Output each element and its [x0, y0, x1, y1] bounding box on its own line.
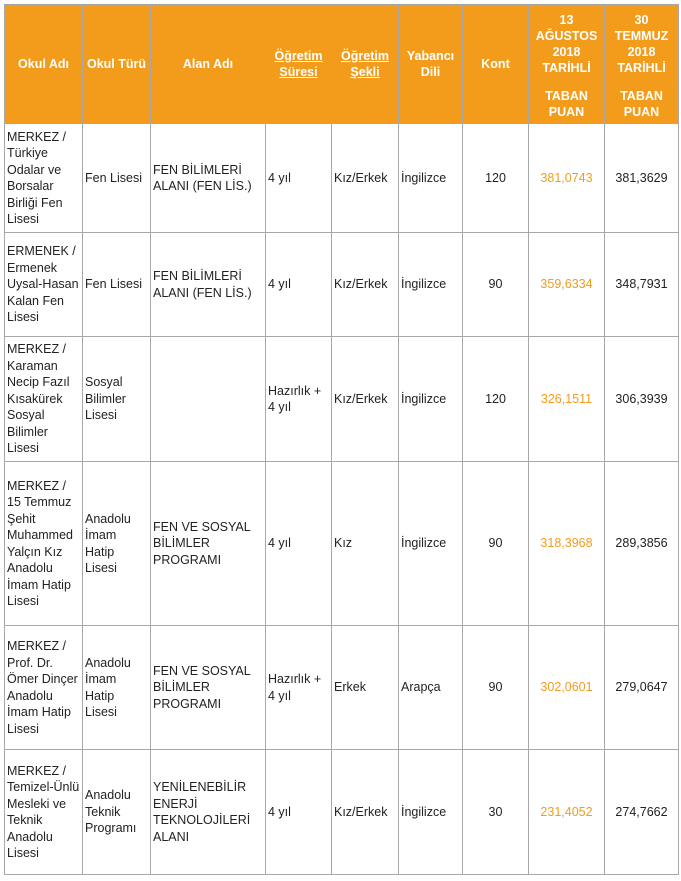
cell-kont: 90 — [463, 233, 529, 337]
cell-okul-turu: Anadolu İmam Hatip Lisesi — [83, 462, 151, 626]
cell-yabanci-dili: İngilizce — [399, 337, 463, 462]
cell-taban-puan-jul: 348,7931 — [605, 233, 679, 337]
table-row — [5, 124, 679, 233]
cell-alan-adi: FEN VE SOSYAL BİLİMLER PROGRAMI — [151, 626, 266, 750]
cell-ogretim-suresi: 4 yıl — [266, 233, 332, 337]
cell-okul-turu: Sosyal Bilimler Lisesi — [83, 337, 151, 462]
table-row — [5, 626, 679, 750]
cell-yabanci-dili: İngilizce — [399, 462, 463, 626]
header-alan-adi: Alan Adı — [151, 5, 266, 124]
header-okul-turu: Okul Türü — [83, 5, 151, 124]
cell-alan-adi: FEN VE SOSYAL BİLİMLER PROGRAMI — [151, 462, 266, 626]
cell-taban-puan-jul: 274,7662 — [605, 750, 679, 875]
cell-taban-puan-jul: 306,3939 — [605, 337, 679, 462]
cell-kont: 30 — [463, 750, 529, 875]
table-row — [5, 750, 679, 875]
header-ogretim-suresi: Öğretim Süresi — [266, 5, 332, 124]
cell-taban-puan-aug: 326,1511 — [529, 337, 605, 462]
cell-taban-puan-jul: 289,3856 — [605, 462, 679, 626]
cell-taban-puan-jul: 381,3629 — [605, 124, 679, 233]
cell-taban-puan-aug: 302,0601 — [529, 626, 605, 750]
cell-ogretim-sekli: Kız — [332, 462, 399, 626]
cell-kont: 90 — [463, 626, 529, 750]
cell-ogretim-suresi: Hazırlık + 4 yıl — [266, 337, 332, 462]
cell-ogretim-sekli: Erkek — [332, 626, 399, 750]
cell-ogretim-suresi: 4 yıl — [266, 462, 332, 626]
cell-yabanci-dili: İngilizce — [399, 233, 463, 337]
cell-okul-adi: MERKEZ / 15 Temmuz Şehit Muhammed Yalçın Kız Anadolu İmam Hatip Lisesi — [5, 462, 83, 626]
cell-okul-turu: Anadolu Teknik Programı — [83, 750, 151, 875]
header-date-jul: 30 TEMMUZ 2018 TARİHLİ — [605, 5, 679, 84]
school-scores-table — [4, 4, 679, 875]
header-taban-puan-jul: TABAN PUAN — [605, 84, 679, 124]
cell-okul-adi: MERKEZ / Prof. Dr. Ömer Dinçer Anadolu İmam Hatip Lisesi — [5, 626, 83, 750]
cell-alan-adi — [151, 337, 266, 462]
header-ogretim-sekli: Öğretim Şekli — [332, 5, 399, 124]
cell-ogretim-sekli: Kız/Erkek — [332, 750, 399, 875]
cell-okul-turu: Fen Lisesi — [83, 124, 151, 233]
cell-kont: 120 — [463, 124, 529, 233]
table-row — [5, 462, 679, 626]
cell-ogretim-suresi: Hazırlık + 4 yıl — [266, 626, 332, 750]
cell-ogretim-suresi: 4 yıl — [266, 124, 332, 233]
cell-ogretim-sekli: Kız/Erkek — [332, 233, 399, 337]
cell-taban-puan-aug: 359,6334 — [529, 233, 605, 337]
cell-ogretim-suresi: 4 yıl — [266, 750, 332, 875]
cell-taban-puan-aug: 318,3968 — [529, 462, 605, 626]
cell-taban-puan-aug: 231,4052 — [529, 750, 605, 875]
header-yabanci-dili: Yabancı Dili — [399, 5, 463, 124]
cell-taban-puan-aug: 381,0743 — [529, 124, 605, 233]
cell-alan-adi: FEN BİLİMLERİ ALANI (FEN LİS.) — [151, 124, 266, 233]
header-date-aug: 13 AĞUSTOS 2018 TARİHLİ — [529, 5, 605, 84]
cell-okul-adi: MERKEZ / Temizel-Ünlü Mesleki ve Teknik Anadolu Lisesi — [5, 750, 83, 875]
cell-kont: 120 — [463, 337, 529, 462]
header-okul-adi: Okul Adı — [5, 5, 83, 124]
cell-kont: 90 — [463, 462, 529, 626]
table-row — [5, 233, 679, 337]
table-row — [5, 337, 679, 462]
header-taban-puan-aug: TABAN PUAN — [529, 84, 605, 124]
cell-taban-puan-jul: 279,0647 — [605, 626, 679, 750]
cell-yabanci-dili: Arapça — [399, 626, 463, 750]
cell-okul-turu: Anadolu İmam Hatip Lisesi — [83, 626, 151, 750]
cell-okul-turu: Fen Lisesi — [83, 233, 151, 337]
cell-okul-adi: ERMENEK / Ermenek Uysal-Hasan Kalan Fen Lisesi — [5, 233, 83, 337]
cell-ogretim-sekli: Kız/Erkek — [332, 337, 399, 462]
cell-alan-adi: YENİLENEBİLİR ENERJİ TEKNOLOJİLERİ ALANI — [151, 750, 266, 875]
cell-yabanci-dili: İngilizce — [399, 750, 463, 875]
cell-yabanci-dili: İngilizce — [399, 124, 463, 233]
cell-alan-adi: FEN BİLİMLERİ ALANI (FEN LİS.) — [151, 233, 266, 337]
cell-okul-adi: MERKEZ / Karaman Necip Fazıl Kısakürek Sosyal Bilimler Lisesi — [5, 337, 83, 462]
cell-okul-adi: MERKEZ / Türkiye Odalar ve Borsalar Birliği Fen Lisesi — [5, 124, 83, 233]
cell-ogretim-sekli: Kız/Erkek — [332, 124, 399, 233]
header-kont: Kont — [463, 5, 529, 124]
